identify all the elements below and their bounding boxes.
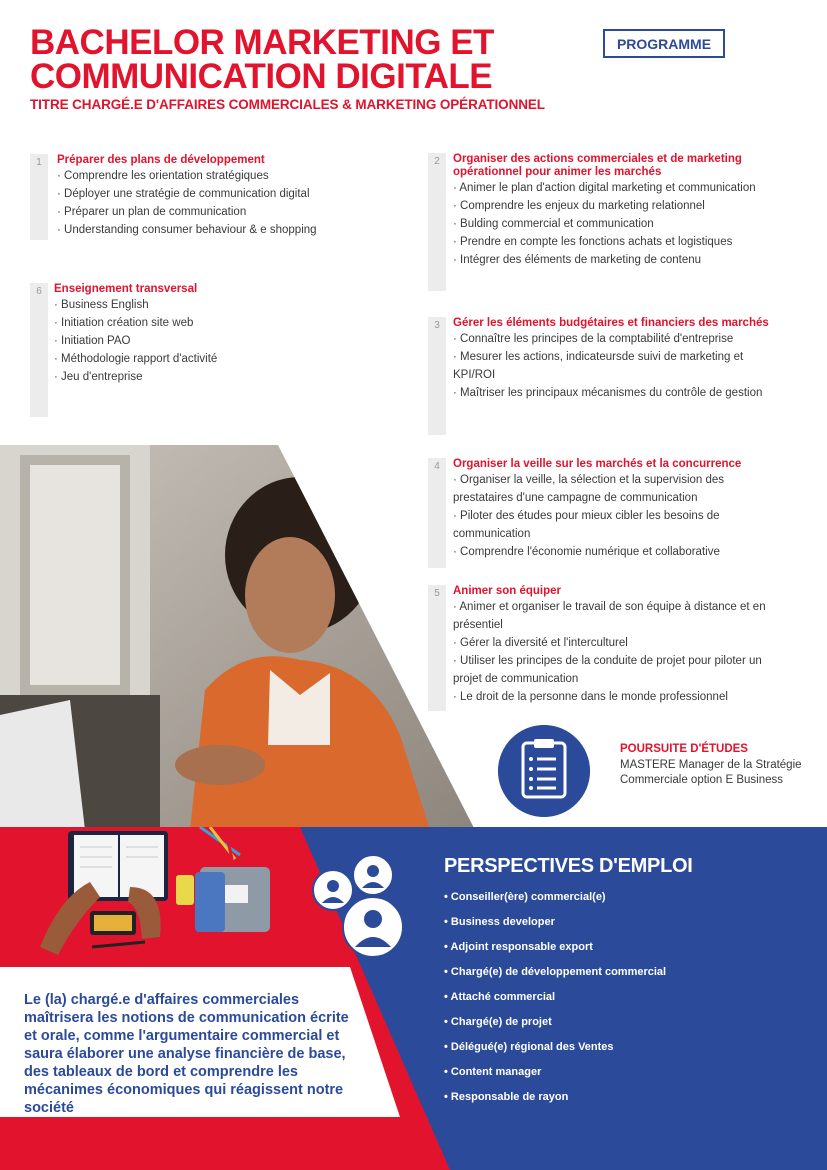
list-item: · Mesurer les actions, indicateursde suivi de marketing et KPI/ROI: [453, 348, 783, 384]
module-number: 5: [428, 585, 446, 711]
list-item: · Comprendre l'économie numérique et collaborative: [453, 543, 783, 561]
clipboard-checklist-icon: [498, 725, 590, 817]
module-title: Organiser des actions commerciales et de marketing opérationnel pour animer les marchés: [453, 153, 742, 178]
module-items: [54, 296, 384, 386]
module-items: [453, 471, 783, 561]
list-item: · Le droit de la personne dans le monde professionnel: [453, 688, 783, 706]
list-item: • Chargé(e) de développement commercial: [444, 963, 666, 988]
module-title: Enseignement transversal: [54, 283, 198, 295]
list-item: · Animer le plan d'action digital marketing et communication: [453, 179, 778, 197]
module-number: 2: [428, 153, 446, 291]
list-item: · Piloter des études pour mieux cibler les besoins de communication: [453, 507, 783, 543]
list-item: · Comprendre les enjeux du marketing relationnel: [453, 197, 778, 215]
list-item: · Gérer la diversité et l'interculturel: [453, 634, 783, 652]
list-item: · Understanding consumer behaviour & e shopping: [57, 221, 387, 239]
list-item: • Business developer: [444, 913, 666, 938]
module-items: [453, 179, 778, 269]
list-item: · Business English: [54, 296, 384, 314]
list-item: · Déployer une stratégie de communication digital: [57, 185, 387, 203]
page-subtitle: TITRE CHARGÉ.E D'AFFAIRES COMMERCIALES & MARKETING OPÉRATIONNEL: [30, 97, 545, 112]
list-item: · Organiser la veille, la sélection et la supervision des prestataires d'une campagne de communication: [453, 471, 783, 507]
page-title: [30, 23, 590, 96]
programme-badge: PROGRAMME: [603, 29, 725, 58]
list-item: · Initiation PAO: [54, 332, 384, 350]
student-photo: [0, 445, 475, 830]
list-item: • Responsable de rayon: [444, 1088, 666, 1113]
list-item: · Préparer un plan de communication: [57, 203, 387, 221]
title-line-1: BACHELOR MARKETING ET: [30, 23, 494, 62]
list-item: · Méthodologie rapport d'activité: [54, 350, 384, 368]
list-item: · Utiliser les principes de la conduite de projet pour piloter un projet de communication: [453, 652, 783, 688]
list-item: • Chargé(e) de projet: [444, 1013, 666, 1038]
list-item: • Content manager: [444, 1063, 666, 1088]
module-title: Gérer les éléments budgétaires et financiers des marchés: [453, 317, 769, 329]
module-number: 4: [428, 458, 446, 568]
list-item: · Animer et organiser le travail de son équipe à distance et en présentiel: [453, 598, 783, 634]
module-items: [453, 598, 783, 706]
module-title: Préparer des plans de développement: [57, 154, 265, 166]
list-item: · Initiation création site web: [54, 314, 384, 332]
perspectives-list: [444, 888, 666, 1113]
module-items: [57, 167, 387, 239]
list-item: • Conseiller(ère) commercial(e): [444, 888, 666, 913]
module-number: 6: [30, 283, 48, 417]
title-line-2: COMMUNICATION DIGITALE: [30, 57, 493, 96]
poursuite-title: POURSUITE D'ÉTUDES: [620, 743, 748, 755]
list-item: · Maîtriser les principaux mécanismes du contrôle de gestion: [453, 384, 783, 402]
module-number: 3: [428, 317, 446, 435]
list-item: · Bulding commercial et communication: [453, 215, 778, 233]
module-title: Animer son équiper: [453, 585, 561, 597]
description-paragraph: Le (la) chargé.e d'affaires commerciales maîtrisera les notions de communication écrite et orale, comme l'argumentaire commercial et saura élaborer une analyse financière de base, des tableaux de bord et comprendre les mécanimes économiques qui réagissent notre société: [24, 992, 349, 1116]
list-item: · Connaître les principes de la comptabilité d'entreprise: [453, 330, 783, 348]
module-number: 1: [30, 154, 48, 240]
module-title: Organiser la veille sur les marchés et la concurrence: [453, 458, 742, 470]
list-item: · Jeu d'entreprise: [54, 368, 384, 386]
module-items: [453, 330, 783, 402]
perspectives-title: PERSPECTIVES D'EMPLOI: [444, 855, 693, 877]
poursuite-text: MASTERE Manager de la Stratégie Commerciale option E Business: [620, 759, 802, 786]
list-item: • Délégué(e) régional des Ventes: [444, 1038, 666, 1063]
list-item: • Attaché commercial: [444, 988, 666, 1013]
list-item: • Adjoint responsable export: [444, 938, 666, 963]
list-item: · Intégrer des éléments de marketing de contenu: [453, 251, 778, 269]
list-item: · Prendre en compte les fonctions achats et logistiques: [453, 233, 778, 251]
list-item: · Comprendre les orientation stratégiques: [57, 167, 387, 185]
